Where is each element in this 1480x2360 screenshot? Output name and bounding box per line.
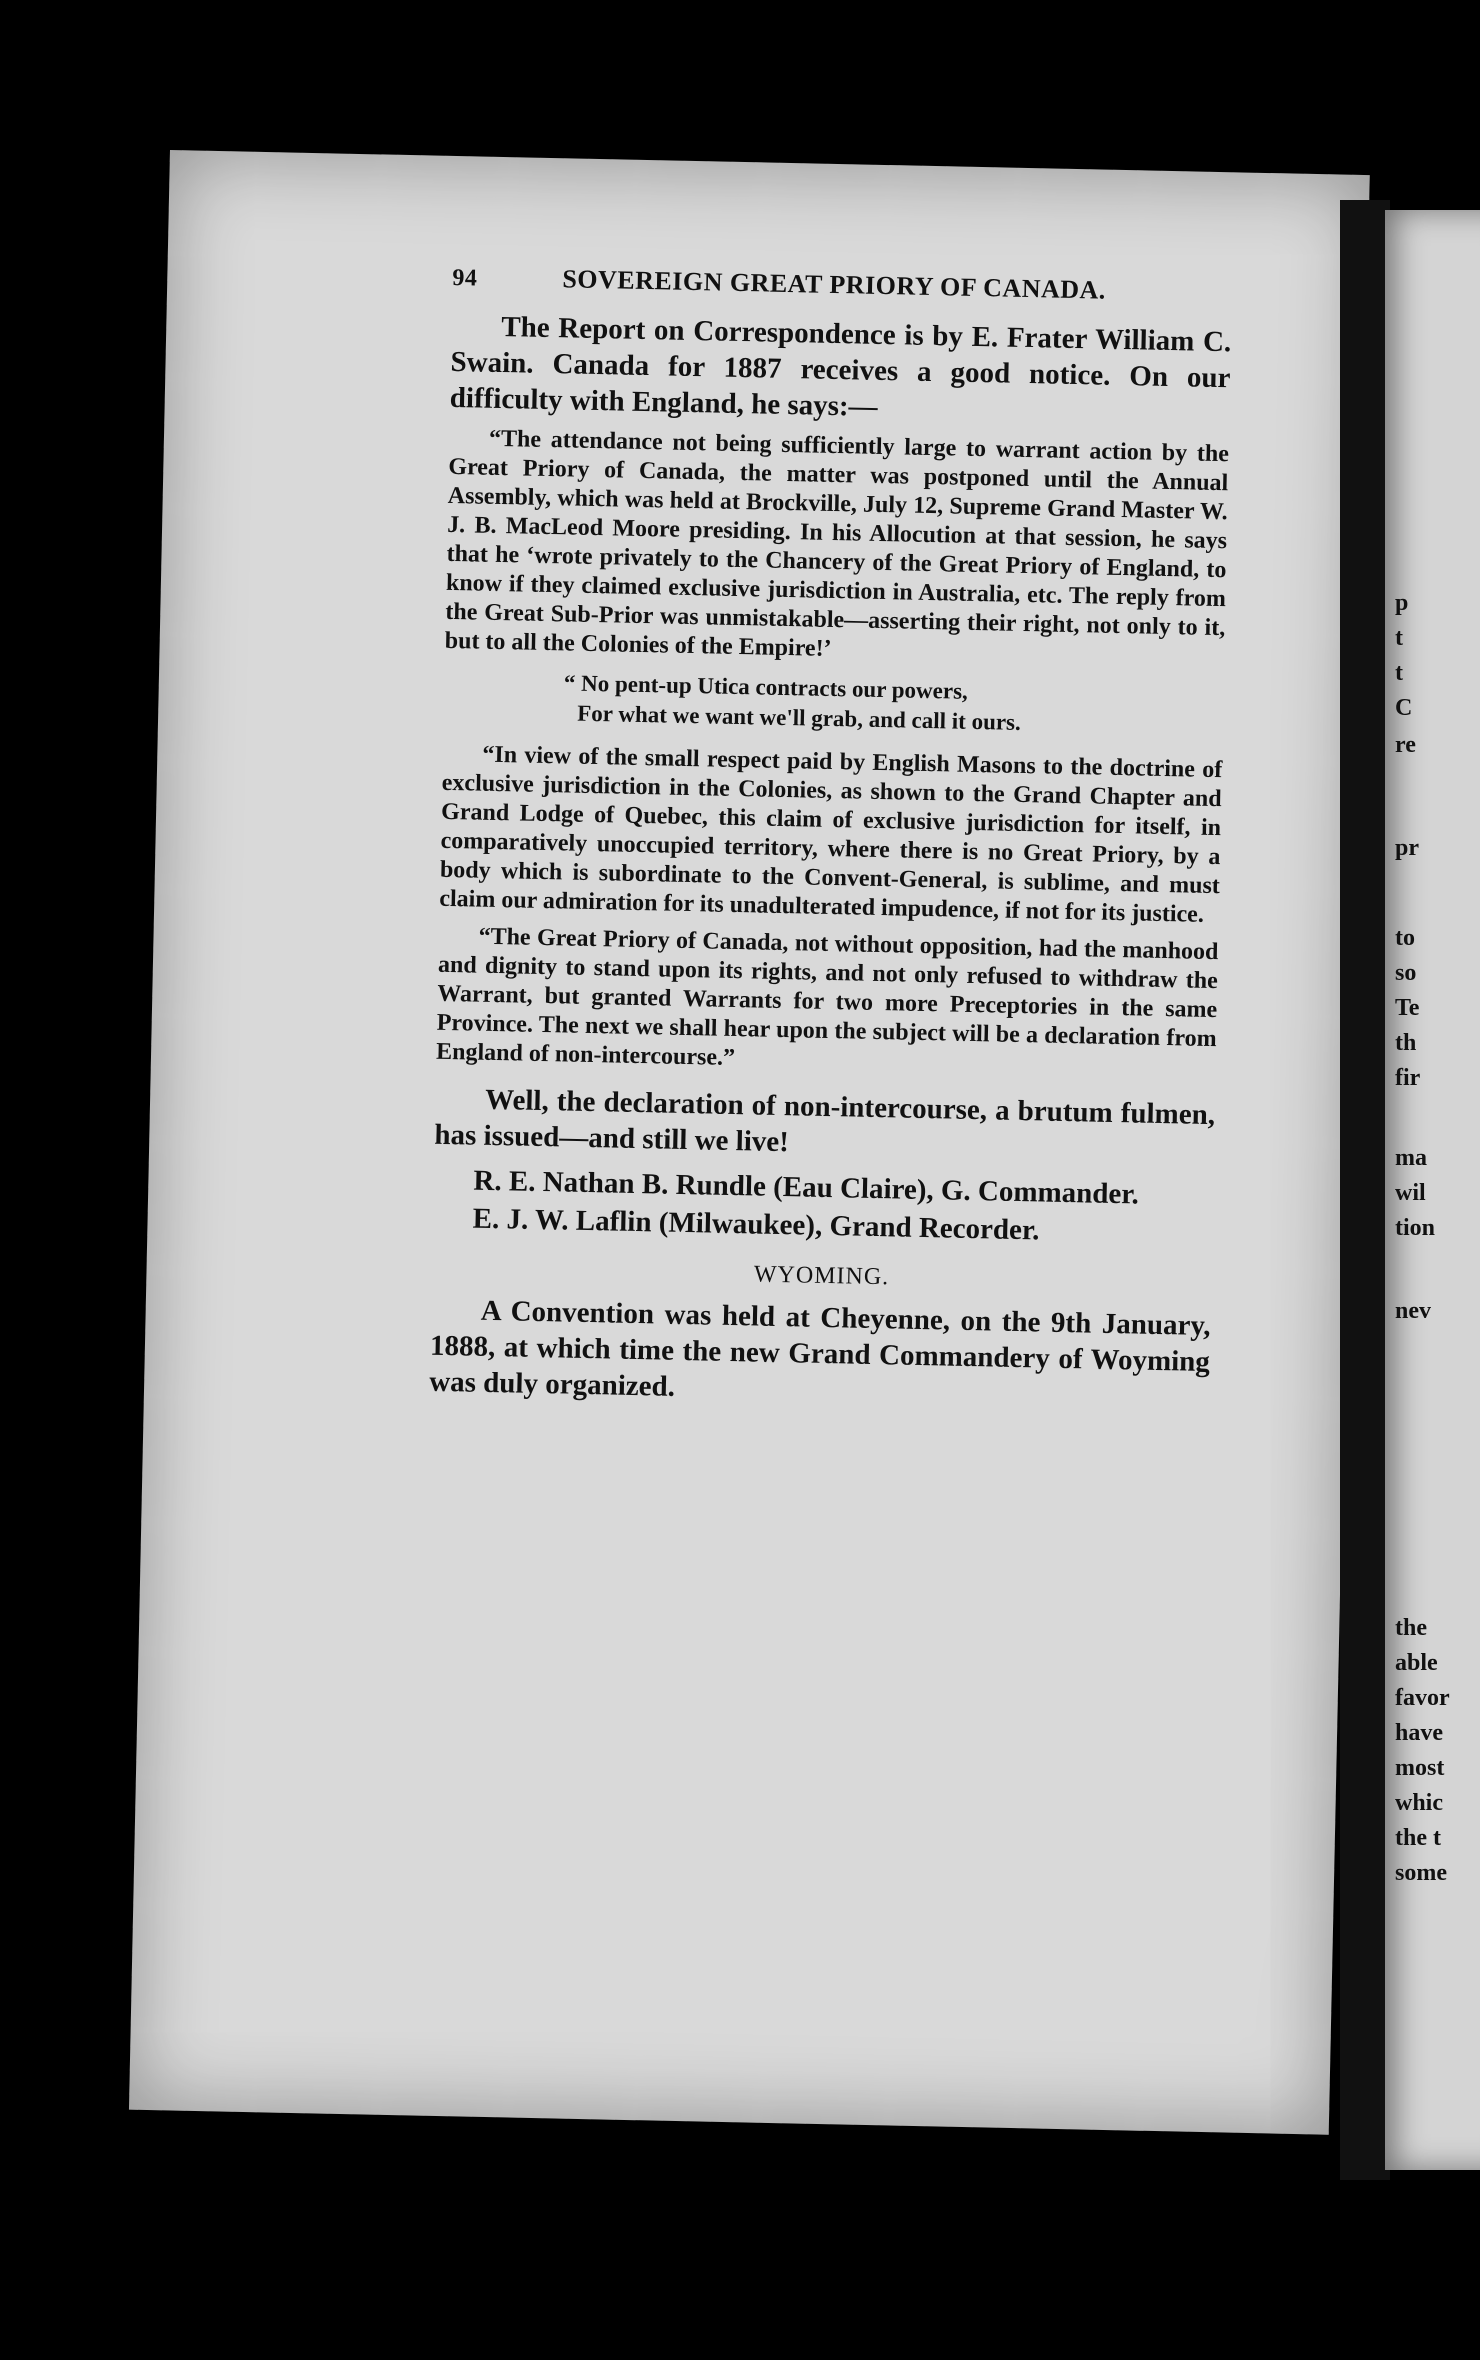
fragment: pr bbox=[1395, 835, 1419, 861]
fragment: favor bbox=[1395, 1685, 1450, 1711]
fragment: fir bbox=[1395, 1065, 1421, 1091]
fragment: to bbox=[1395, 925, 1415, 951]
verse-line: “ No pent-up Utica contracts our powers, bbox=[563, 670, 969, 704]
signature-recorder: E. J. W. Laflin (Milwaukee), Grand Recorder. bbox=[472, 1202, 1040, 1247]
section-heading: WYOMING. bbox=[753, 1261, 890, 1291]
verse-quote bbox=[563, 668, 1224, 742]
section-paragraph: A Convention was held at Cheyenne, on the 9th January, 1888, at which time the new Grand Commandery of Woyming was duly organized. bbox=[428, 1294, 1211, 1403]
signature-commander: R. E. Nathan B. Rundle (Eau Claire), G. Commander. bbox=[473, 1164, 1140, 1211]
quoted-paragraph: “The Great Priory of Canada, not without opposition, had the manhood and dignity to stand upon its rights, and not only refused to withdraw the Warrant, but granted Warrants for two more Preceptories in the same Province. The next we shall hear upon the subject will be a declaration from England of non-intercourse.” bbox=[435, 923, 1219, 1072]
right-page-fragments bbox=[1395, 0, 1480, 2360]
fragment: t bbox=[1395, 625, 1403, 651]
fragment: Te bbox=[1395, 995, 1420, 1021]
fragment: so bbox=[1395, 960, 1417, 986]
quoted-paragraph: “The attendance not being sufficiently large to warrant action by the Great Priory of Canada, the matter was postponed until the Annual Assembly, which was held at Brockville, July 12, Supreme Grand Master W. J. B. MacLeod Moore presiding. In his Allocution at that session, he says that he ‘wrote privately to the Chancery of the Great Priory of England, to know if they claimed exclusive jurisdiction in Australia, etc. The reply from the Great Sub-Prior was unmistakable—asserting their right, not only to it, but to all the Colonies of the Empire!’ bbox=[444, 425, 1230, 662]
text-column bbox=[429, 261, 1233, 1424]
fragment: most bbox=[1395, 1755, 1445, 1781]
fragment: some bbox=[1395, 1860, 1447, 1886]
fragment: t bbox=[1395, 660, 1403, 686]
fragment: wil bbox=[1395, 1180, 1426, 1206]
fragment: C bbox=[1395, 695, 1413, 721]
fragment: nev bbox=[1395, 1298, 1431, 1324]
fragment: whic bbox=[1395, 1790, 1443, 1816]
fragment: tion bbox=[1395, 1215, 1436, 1241]
body-paragraph: Well, the declaration of non-intercourse, a brutum fulmen, has issued—and still we live! bbox=[434, 1083, 1216, 1159]
page-number: 94 bbox=[452, 264, 478, 292]
fragment: have bbox=[1395, 1720, 1443, 1746]
fragment: the t bbox=[1395, 1825, 1441, 1851]
fragment: ma bbox=[1395, 1145, 1427, 1171]
body-paragraph: The Report on Correspondence is by E. Frater William C. Swain. Canada for 1887 receives a good notice. On our difficulty with England, he says:— bbox=[449, 310, 1232, 423]
fragment: th bbox=[1395, 1030, 1417, 1056]
left-page-content bbox=[129, 150, 1370, 2135]
quoted-paragraph: “In view of the small respect paid by English Masons to the doctrine of exclusive jurisdiction in the Colonies, as shown to the Grand Chapter and Grand Lodge of Quebec, this claim of exclusive jurisdiction for itself, in comparatively unoccupied territory, where there is no Great Priory, by a body which is subordinate to the Convent-General, is sublime, and must claim our admiration for its unadulterated impudence, if not for its justice. bbox=[439, 741, 1223, 928]
fragment: p bbox=[1395, 590, 1409, 616]
fragment: re bbox=[1395, 732, 1416, 758]
fragment: able bbox=[1395, 1650, 1438, 1676]
page-header bbox=[452, 261, 1233, 310]
verse-line: For what we want we'll grab, and call it ours. bbox=[577, 700, 1022, 735]
fragment: the bbox=[1395, 1615, 1427, 1641]
running-title: SOVEREIGN GREAT PRIORY OF CANADA. bbox=[562, 264, 1107, 305]
